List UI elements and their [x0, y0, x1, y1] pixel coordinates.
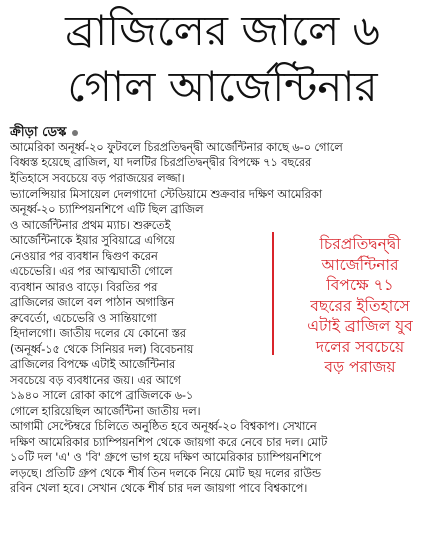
pull-quote-line: বিপক্ষে ৭১	[326, 276, 394, 294]
body-line: ইতিহাসে সবচেয়ে বড় পরাজয়ের লজ্জা।	[10, 171, 185, 185]
pull-quote-line: চিরপ্রতিদ্বন্দ্বী	[319, 235, 401, 253]
pull-quote-line: আর্জেন্টিনার	[321, 255, 399, 274]
body-line: রবিন খেলা হবে। সেখান থেকে শীর্ষ চার দল জায়গা পাবে বিশ্বকাপে।	[10, 481, 308, 495]
body-line: (অনূর্ধ্ব-১৫ থেকে সিনিয়র দল) বিবেচনায়	[10, 342, 194, 356]
body-line: আমেরিকা অনূর্ধ্ব-২০ ফুটবলে চিরপ্রতিদ্বন্দ্বী আর্জেন্টিনার কাছে ৬-০ গোলে	[10, 140, 343, 154]
pull-quote	[280, 234, 440, 378]
body-line: সবচেয়ে বড় ব্যবধানের জয়। এর আগে	[10, 373, 181, 387]
body-line: লড়ছে। প্রতিটি গ্রুপ থেকে শীর্ষ তিন দলকে নিয়ে মোট ছয় দলের রাউন্ড	[10, 466, 321, 480]
body-line: দক্ষিণ আমেরিকার চ্যাম্পিয়নশিপ থেকে জায়গা করে নেবে চার দল। মোট	[10, 435, 328, 449]
body-line: ব্যবধান আরও বাড়ে। বিরতির পর	[10, 280, 158, 294]
body-line: রুবের্তো, এচেভেরি ও সান্তিয়াগো	[10, 311, 157, 325]
headline-line-2: গোল আর্জেন্টিনার	[67, 62, 378, 111]
body-line: ব্রাজিলের বিপক্ষে এটাই আর্জেন্টিনার	[10, 357, 176, 371]
pull-quote-line: বছরের ইতিহাসে	[310, 296, 410, 315]
pull-quote-rule	[272, 232, 274, 355]
body-line: আগামী সেপ্টেম্বরে চিলিতে অনুষ্ঠিত হবে অনূর্ধ্ব-২০ বিশ্বকাপ। সেখানে	[10, 419, 317, 433]
byline-text: ক্রীড়া ডেস্ক	[10, 125, 67, 140]
body-line: ভ্যালেন্সিয়ার মিসায়েল দেলগাদো স্টেডিয়ামে শুক্রবার দক্ষিণ আমেরিকা	[10, 187, 322, 201]
headline-line-1: ব্রাজিলের জালে ৬	[65, 6, 380, 55]
body-line: ও আর্জেন্টিনার প্রথম ম্যাচ। শুরুতেই	[10, 218, 171, 232]
bullet-icon	[72, 130, 78, 136]
pull-quote-line: দলের সবচেয়ে	[315, 337, 405, 356]
body-line: অনূর্ধ্ব-২০ চ্যাম্পিয়নশিপে এটি ছিল ব্রাজিল	[10, 202, 204, 216]
body-line: বিধ্বস্ত হয়েছে ব্রাজিল, যা দলটির চিরপ্রতিদ্বন্দ্বীর বিপক্ষে ৭১ বছরের	[10, 155, 312, 169]
pull-quote-line: এটাই ব্রাজিল যুব	[307, 317, 413, 335]
body-line: হিদালগো। জাতীয় দলের যে কোনো স্তর	[10, 326, 186, 340]
body-line: ১০টি দল 'এ' ও 'বি' গ্রুপে ভাগ হয়ে দক্ষিণ আমেরিকার চ্যাম্পিয়নশিপে	[10, 450, 322, 464]
pull-quote-line: বড় পরাজয়	[324, 358, 396, 376]
body-line: ১৯৪০ সালে রোকা কাপে ব্রাজিলকে ৬-১	[10, 388, 194, 402]
body-line: গোলে হারিয়েছিল আর্জেন্টিনা জাতীয় দল।	[10, 404, 201, 418]
body-line: ব্রাজিলের জালে বল পাঠান অগাস্তিন	[10, 295, 175, 309]
body-line: নেওয়ার পর ব্যবধান দ্বিগুণ করেন	[10, 249, 158, 263]
body-line: এচেভেরি। এর পর আত্মঘাতী গোলে	[10, 264, 173, 278]
byline	[10, 125, 78, 141]
body-line: আর্জেন্টিনাকে ইয়ার সুবিয়াব্রে এগিয়ে	[10, 233, 175, 247]
